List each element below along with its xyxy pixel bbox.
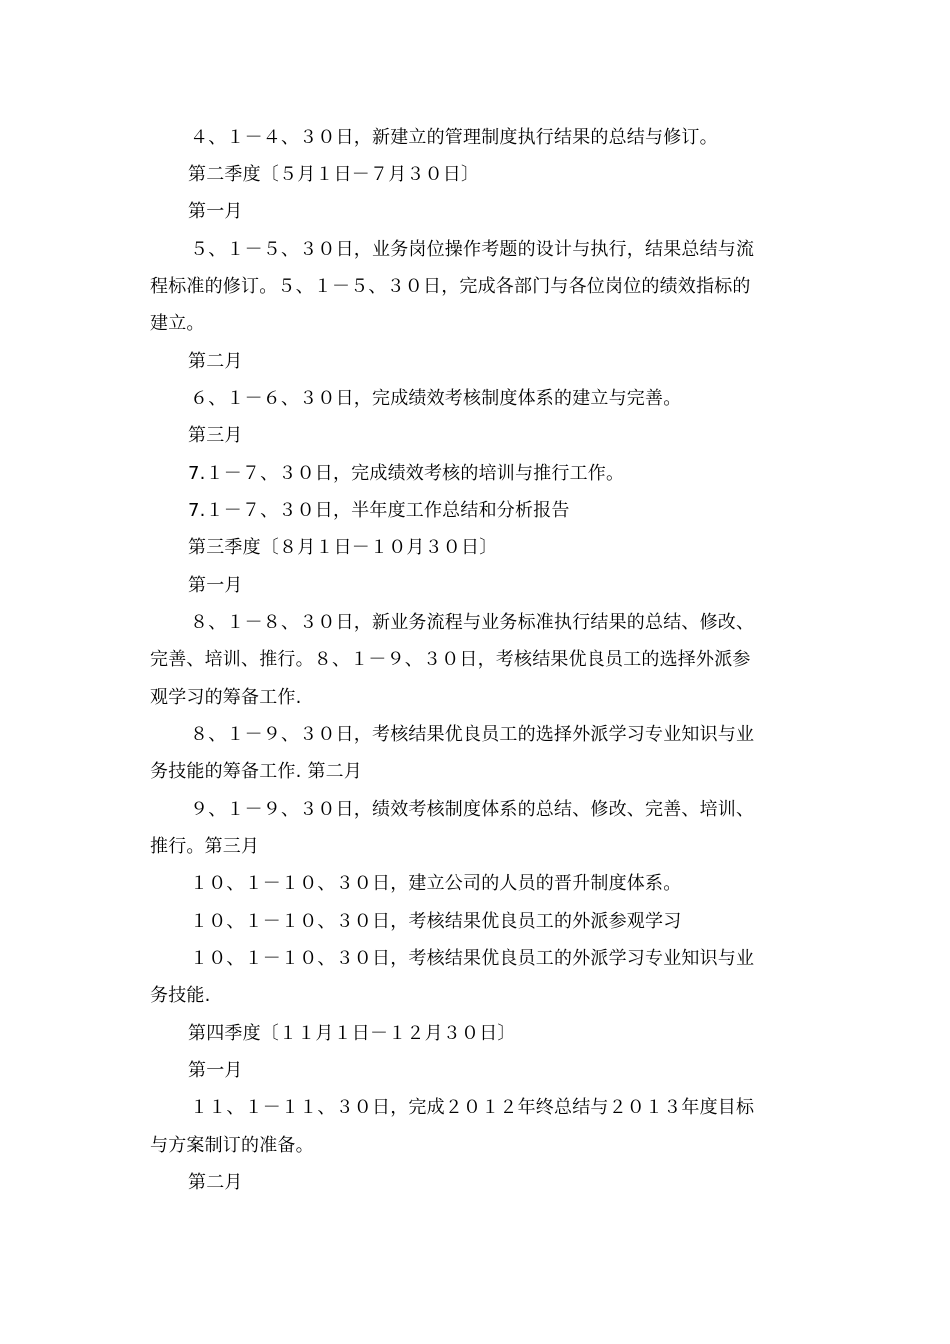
text-line: 程标准的修订。５、１－５、３０日，完成各部门与各位岗位的绩效指标的 [150,276,751,297]
text-line: 推行。第三月 [150,836,260,857]
text-line: ８、１－８、３０日，新业务流程与业务标准执行结果的总结、修改、 [190,612,755,633]
text-line: ４、１－４、３０日，新建立的管理制度执行结果的总结与修订。 [190,127,718,148]
text-line: 务技能. [150,985,211,1006]
text-line: １０、１－１０、３０日，考核结果优良员工的外派学习专业知识与业 [190,948,755,969]
text-line: 7.１－７、３０日，完成绩效考核的培训与推行工作。 [188,463,625,484]
text-line: １１、１－１１、３０日，完成２０１２年终总结与２０１３年度目标 [190,1097,755,1118]
section-heading-q4: 第四季度〔１１月１日－１２月３０日〕 [188,1023,516,1044]
section-heading-q2: 第二季度〔５月１日－７月３０日〕 [188,164,480,185]
text-line: ５、１－５、３０日，业务岗位操作考题的设计与执行，结果总结与流 [190,239,755,260]
text-line: ８、１－９、３０日，考核结果优良员工的选择外派学习专业知识与业 [190,724,755,745]
text-line: １０、１－１０、３０日，建立公司的人员的晋升制度体系。 [190,873,682,894]
month-heading: 第二月 [188,1172,243,1193]
text-line: 务技能的筹备工作. 第二月 [150,761,363,782]
text-line: ９、１－９、３０日，绩效考核制度体系的总结、修改、完善、培训、 [190,799,755,820]
text-line: 7.１－７、３０日，半年度工作总结和分析报告 [188,500,570,521]
text-line: １０、１－１０、３０日，考核结果优良员工的外派参观学习 [190,911,682,932]
text-line: 观学习的筹备工作. [150,687,302,708]
month-heading: 第一月 [188,1060,243,1081]
text-line: 建立。 [150,313,205,334]
month-heading: 第一月 [188,201,243,222]
month-heading: 第一月 [188,575,243,596]
month-heading: 第三月 [188,425,243,446]
text-line: 与方案制订的准备。 [150,1135,314,1156]
section-heading-q3: 第三季度〔８月１日－１０月３０日〕 [188,537,498,558]
text-line: ６、１－６、３０日，完成绩效考核制度体系的建立与完善。 [190,388,682,409]
text-line: 完善、培训、推行。８、１－９、３０日，考核结果优良员工的选择外派参 [150,649,751,670]
month-heading: 第二月 [188,351,243,372]
